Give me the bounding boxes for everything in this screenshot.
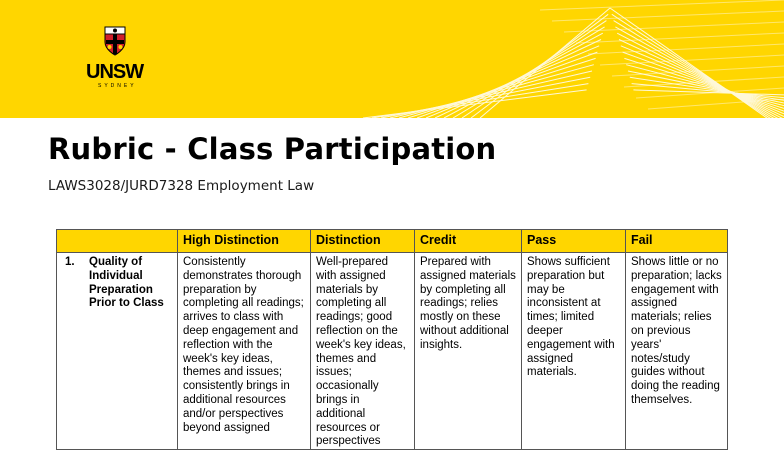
banner-pattern [0, 0, 784, 118]
cell-credit: Prepared with assigned materials by completing all readings; relies mostly on these without additional insights. [415, 253, 522, 450]
column-header-fail: Fail [626, 230, 728, 253]
cell-high-distinction: Consistently demonstrates thorough preparation by completing all readings; arrives to class with deep engagement and reflection with the week's key ideas, themes and issues; consistently brings in additional resources and/or perspectives beyond assigned [178, 253, 311, 450]
column-header-high-distinction: High Distinction [178, 230, 311, 253]
course-subtitle: LAWS3028/JURD7328 Employment Law [48, 178, 315, 194]
logo-wordmark: UNSW [86, 61, 144, 83]
unsw-logo [86, 26, 146, 56]
cell-fail: Shows little or no preparation; lacks engagement with assigned materials; relies on previous years' notes/study guides without doing the reading themselves. [626, 253, 728, 450]
column-header-distinction: Distinction [311, 230, 415, 253]
cell-pass: Shows sufficient preparation but may be inconsistent at times; limited deeper engagement with assigned materials. [522, 253, 626, 450]
page-title: Rubric - Class Participation [48, 132, 497, 166]
criterion-label: Quality of Individual Preparation Prior to Class [89, 256, 164, 310]
criterion-number: 1. [65, 256, 75, 268]
column-header-credit: Credit [415, 230, 522, 253]
column-header-criterion [57, 230, 178, 253]
table-row [57, 253, 728, 450]
cell-distinction: Well-prepared with assigned materials by completing all readings; good reflection on the week's key ideas, themes and issues; occasionally brings in additional resources or perspectives [311, 253, 415, 450]
criterion-cell [57, 253, 178, 450]
crest-icon [104, 26, 126, 56]
rubric-table [56, 229, 728, 450]
header-banner [0, 0, 784, 118]
logo-subtext: SYDNEY [98, 83, 137, 89]
table-header-row [57, 230, 728, 253]
column-header-pass: Pass [522, 230, 626, 253]
